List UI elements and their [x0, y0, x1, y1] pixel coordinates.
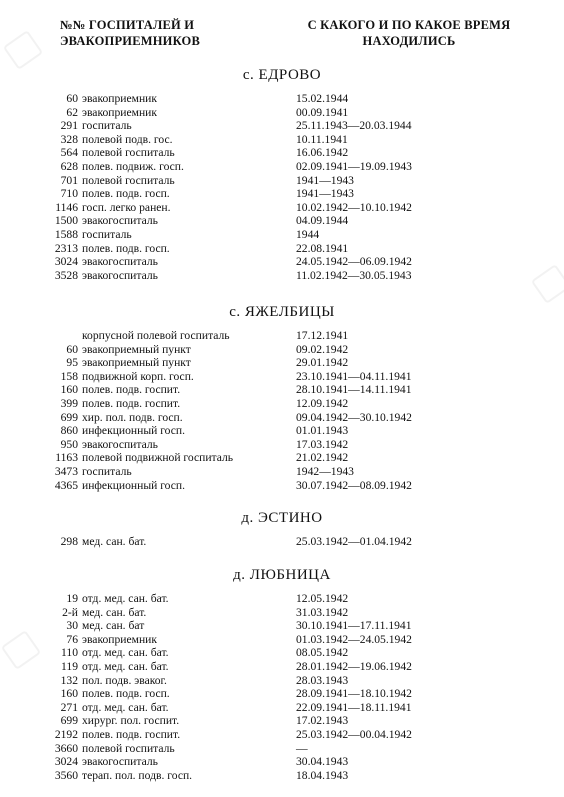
unit-number: 160 — [60, 383, 78, 397]
unit-name: полев. подв. госп. — [82, 187, 170, 201]
period-dates: 17.12.1941 — [296, 329, 349, 342]
table-row — [0, 646, 564, 660]
period-dates: 31.03.1942 — [296, 605, 349, 619]
unit-name: эвакогоспиталь — [82, 755, 158, 769]
unit-number: 1163 — [55, 451, 78, 465]
table-row — [0, 146, 564, 160]
table-row — [0, 438, 564, 452]
unit-name: мед. сан. бат. — [82, 535, 147, 548]
unit-name: корпусной полевой госпиталь — [82, 329, 230, 342]
unit-name: инфекционный госп. — [82, 424, 186, 438]
section-title: д. ЛЮБНИЦА — [233, 567, 331, 583]
table-header — [0, 17, 564, 57]
unit-number: 1500 — [54, 214, 78, 228]
period-dates: 12.09.1942 — [296, 396, 349, 410]
unit-number: 60 — [66, 342, 78, 356]
table-row — [0, 687, 564, 701]
unit-name: эвакоприемник — [82, 632, 158, 646]
unit-number: 4365 — [54, 478, 78, 492]
period-dates: 23.10.1941—04.11.1941 — [296, 369, 412, 383]
unit-name: полев. подв. госп. — [82, 687, 170, 701]
section — [0, 304, 564, 492]
unit-number: 3528 — [54, 268, 78, 282]
unit-number: 160 — [60, 687, 78, 701]
table-row — [0, 370, 564, 384]
period-dates: — — [296, 741, 308, 755]
period-dates: 08.05.1942 — [296, 646, 349, 660]
table-row — [0, 228, 564, 242]
period-dates: 25.11.1943—20.03.1944 — [296, 119, 412, 133]
table-row — [0, 674, 564, 688]
unit-name: пол. подв. эваког. — [82, 673, 167, 687]
unit-name: эвакоприемный пункт — [82, 356, 191, 370]
table-row — [0, 479, 564, 493]
period-dates: 01.03.1942—24.05.1942 — [296, 632, 412, 646]
period-dates: 00.09.1941 — [296, 105, 349, 119]
period-dates: 30.04.1943 — [296, 755, 349, 769]
period-dates: 1942—1943 — [296, 464, 354, 478]
unit-number: 2313 — [54, 241, 78, 255]
section — [0, 567, 564, 782]
unit-name: полев. подв. госпит. — [82, 396, 181, 410]
unit-number: 328 — [60, 132, 78, 146]
period-dates: 10.11.1941 — [296, 132, 348, 146]
table-row — [0, 119, 564, 133]
period-dates: 28.03.1943 — [296, 673, 349, 687]
period-dates: 18.04.1943 — [296, 768, 349, 782]
unit-number: 19 — [66, 592, 78, 605]
unit-number: 2-й — [62, 605, 78, 619]
unit-name: эвакогоспиталь — [82, 255, 158, 269]
table-row — [0, 92, 564, 106]
header-right-line: НАХОДИЛИСЬ — [362, 34, 456, 48]
table-row — [0, 755, 564, 769]
unit-number: 2192 — [54, 727, 78, 741]
unit-name: подвижной корп. госп. — [82, 369, 194, 383]
table-row — [0, 343, 564, 357]
unit-name: полев. подвиж. госп. — [82, 159, 184, 173]
table-row — [0, 133, 564, 147]
period-dates: 1944 — [296, 227, 320, 241]
period-dates: 10.02.1942—10.10.1942 — [296, 200, 412, 214]
table-row — [0, 465, 564, 479]
table-row — [0, 411, 564, 425]
unit-number: 699 — [60, 714, 78, 728]
period-dates: 25.03.1942—00.04.1942 — [296, 727, 412, 741]
period-dates: 17.02.1943 — [296, 714, 349, 728]
period-dates: 02.09.1941—19.09.1943 — [296, 159, 412, 173]
period-dates: 16.06.1942 — [296, 146, 349, 160]
section — [0, 510, 564, 549]
period-dates: 29.01.1942 — [296, 356, 349, 370]
period-dates: 15.02.1944 — [296, 92, 349, 105]
unit-number: 3024 — [54, 255, 78, 269]
header-left-line: №№ ГОСПИТАЛЕЙ И — [60, 18, 195, 32]
unit-name: полев. подв. госп. — [82, 241, 170, 255]
unit-name: полевой подвижной госпиталь — [82, 451, 234, 465]
section — [0, 67, 564, 282]
unit-number: 62 — [66, 105, 78, 119]
table-row — [0, 329, 564, 343]
unit-number: 291 — [60, 119, 78, 133]
period-dates: 04.09.1944 — [296, 214, 349, 228]
unit-number: 1146 — [55, 200, 78, 214]
unit-number: 119 — [61, 659, 78, 673]
table-row — [0, 606, 564, 620]
unit-number: 95 — [66, 356, 78, 370]
unit-number: 76 — [66, 632, 78, 646]
table-row — [0, 106, 564, 120]
header-right-line: С КАКОГО И ПО КАКОЕ ВРЕМЯ — [307, 18, 511, 32]
period-dates: 22.08.1941 — [296, 241, 349, 255]
unit-number: 110 — [61, 646, 78, 660]
unit-number: 564 — [60, 146, 78, 160]
table-row — [0, 269, 564, 283]
period-dates: 28.10.1941—14.11.1941 — [296, 383, 412, 397]
period-dates: 1941—1943 — [296, 173, 354, 187]
unit-number: 699 — [60, 410, 78, 424]
table-row — [0, 397, 564, 411]
table-row — [0, 255, 564, 269]
period-dates: 24.05.1942—06.09.1942 — [296, 255, 412, 269]
unit-name: полевой госпиталь — [82, 146, 175, 160]
unit-number: 158 — [60, 369, 78, 383]
unit-name: эвакоприемник — [82, 92, 158, 105]
header-left-line: ЭВАКОПРИЕМНИКОВ — [60, 34, 201, 48]
table-row — [0, 619, 564, 633]
table-row — [0, 728, 564, 742]
period-dates: 25.03.1942—01.04.1942 — [296, 535, 412, 548]
unit-name: эвакогоспиталь — [82, 214, 158, 228]
table-row — [0, 174, 564, 188]
unit-number: 701 — [60, 173, 78, 187]
unit-number: 628 — [60, 159, 78, 173]
unit-name: хирург. пол. госпит. — [82, 714, 180, 728]
unit-name: госпиталь — [82, 464, 132, 478]
unit-number: 399 — [60, 396, 78, 410]
unit-name: эвакоприемный пункт — [82, 342, 191, 356]
section-title: с. ЯЖЕЛБИЦЫ — [229, 304, 335, 320]
unit-name: эвакоприемник — [82, 105, 158, 119]
header-left — [60, 17, 200, 49]
unit-number: 132 — [60, 673, 78, 687]
unit-number: 1588 — [54, 227, 78, 241]
period-dates: 11.02.1942—30.05.1943 — [296, 268, 412, 282]
unit-name: полевой подв. гос. — [82, 132, 173, 146]
unit-name: полев. подв. госпит. — [82, 727, 181, 741]
header-right — [296, 17, 522, 49]
period-dates: 22.09.1941—18.11.1941 — [296, 700, 412, 714]
period-dates: 01.01.1943 — [296, 424, 349, 438]
unit-number: 710 — [60, 187, 78, 201]
unit-number: 271 — [60, 700, 78, 714]
period-dates: 28.09.1941—18.10.1942 — [296, 687, 412, 701]
table-row — [0, 742, 564, 756]
table-row — [0, 451, 564, 465]
table-row — [0, 660, 564, 674]
unit-name: отд. мед. сан. бат. — [82, 592, 169, 605]
period-dates: 17.03.1942 — [296, 437, 349, 451]
unit-name: полев. подв. госпит. — [82, 383, 181, 397]
table-row — [0, 383, 564, 397]
table-row — [0, 592, 564, 606]
unit-name: госпиталь — [82, 119, 132, 133]
table-row — [0, 214, 564, 228]
table-row — [0, 633, 564, 647]
unit-name: полевой госпиталь — [82, 173, 175, 187]
table-row — [0, 187, 564, 201]
unit-number: 3473 — [54, 464, 78, 478]
table-row — [0, 424, 564, 438]
table-row — [0, 701, 564, 715]
table-row — [0, 201, 564, 215]
section-title: д. ЭСТИНО — [241, 510, 323, 526]
unit-number: 950 — [60, 437, 78, 451]
unit-name: хир. пол. подв. госп. — [82, 410, 183, 424]
unit-name: мед. сан. бат — [82, 619, 145, 633]
table-row — [0, 242, 564, 256]
unit-number: 3024 — [54, 755, 78, 769]
unit-name: госп. легко ранен. — [82, 200, 171, 214]
unit-name: отд. мед. сан. бат. — [82, 659, 169, 673]
section-title: с. ЕДРОВО — [242, 67, 322, 83]
unit-name: терап. пол. подв. госп. — [82, 768, 193, 782]
unit-name: мед. сан. бат. — [82, 605, 147, 619]
period-dates: 21.02.1942 — [296, 451, 349, 465]
table-row — [0, 160, 564, 174]
table-row — [0, 769, 564, 783]
unit-name: отд. мед. сан. бат. — [82, 700, 169, 714]
period-dates: 28.01.1942—19.06.1942 — [296, 659, 412, 673]
unit-name: эвакогоспиталь — [82, 268, 158, 282]
period-dates: 09.02.1942 — [296, 342, 349, 356]
unit-number: 3660 — [54, 741, 78, 755]
period-dates: 12.05.1942 — [296, 592, 349, 605]
unit-name: полевой госпиталь — [82, 741, 175, 755]
unit-name: инфекционный госп. — [82, 478, 186, 492]
unit-name: эвакогоспиталь — [82, 437, 158, 451]
table-row — [0, 535, 564, 549]
unit-number: 3560 — [54, 768, 78, 782]
period-dates: 30.07.1942—08.09.1942 — [296, 478, 412, 492]
unit-name: госпиталь — [82, 227, 132, 241]
unit-name: отд. мед. сан. бат. — [82, 646, 169, 660]
unit-number: 30 — [66, 619, 78, 633]
table-row — [0, 356, 564, 370]
period-dates: 1941—1943 — [296, 187, 354, 201]
unit-number: 60 — [66, 92, 78, 105]
table-row — [0, 714, 564, 728]
unit-number: 860 — [60, 424, 78, 438]
period-dates: 09.04.1942—30.10.1942 — [296, 410, 412, 424]
unit-number: 298 — [60, 535, 78, 548]
period-dates: 30.10.1941—17.11.1941 — [296, 619, 412, 633]
